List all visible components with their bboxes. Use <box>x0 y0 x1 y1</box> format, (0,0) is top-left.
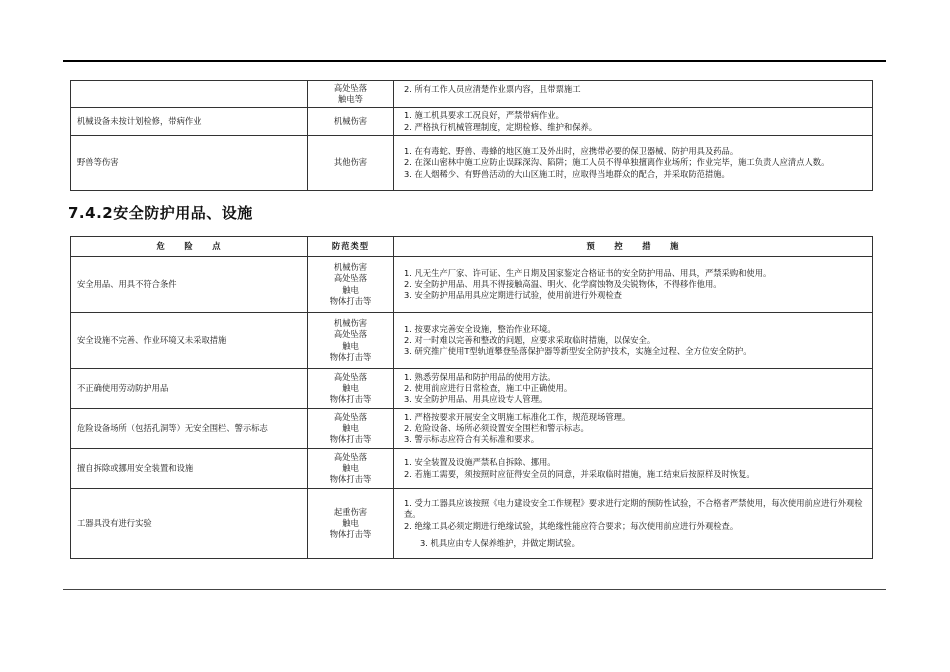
type-item: 触电 <box>342 517 359 528</box>
column-header-hazard: 危 险 点 <box>71 237 308 257</box>
type-item: 机械伤害 <box>333 115 368 126</box>
measure-item: 1. 严格按要求开展安全文明施工标准化工作，规范现场管理。 <box>404 411 631 422</box>
type-item: 物体打击等 <box>329 394 372 405</box>
measure-item: 2. 在深山密林中施工应防止误踩深沟、陷阱；施工人员不得单独擅离作业场所；作业完毕，施工负责人应清点人数。 <box>404 157 830 168</box>
type-item: 触电 <box>342 340 359 351</box>
protective-equipment-table <box>70 236 873 559</box>
hazard-cell: 工器具没有进行实验 <box>71 489 308 559</box>
type-item: 高处坠落 <box>333 411 368 422</box>
measure-cell <box>394 108 873 136</box>
section-title: 7.4.2安全防护用品、设施 <box>68 204 253 222</box>
hazard-table-continued <box>70 80 873 191</box>
type-item: 物体打击等 <box>329 529 372 540</box>
hazard-cell <box>71 81 308 108</box>
measure-cell <box>394 489 873 559</box>
measure-item: 3. 警示标志应符合有关标准和要求。 <box>404 434 540 445</box>
measure-item: 2. 对一时难以完善和整改的问题，应要求采取临时措施，以保安全。 <box>404 334 656 345</box>
table-row <box>71 489 873 559</box>
column-header-type: 防范类型 <box>308 237 394 257</box>
table-row <box>71 409 873 449</box>
measure-item: 1. 安全装置及设施严禁私自拆除、挪用。 <box>404 457 556 468</box>
hazard-cell: 擅自拆除或挪用安全装置和设施 <box>71 449 308 489</box>
measure-item: 1. 在有毒蛇、野兽、毒蜂的地区施工及外出时，应携带必要的保卫器械、防护用具及药品。 <box>404 146 739 157</box>
type-item: 触电 <box>342 382 359 393</box>
measure-cell <box>394 136 873 191</box>
measure-item: 2. 所有工作人员应清楚作业票内容，且带票施工 <box>404 84 581 94</box>
hazard-cell: 安全设施不完善、作业环境又未采取措施 <box>71 313 308 369</box>
measure-item: 3. 机具应由专人保养维护，并做定期试验。 <box>420 537 580 548</box>
measure-item: 2. 使用前应进行日常检查，施工中正确使用。 <box>404 382 573 393</box>
type-cell <box>308 449 394 489</box>
type-item: 触电 <box>342 422 359 433</box>
measure-item: 1. 受力工器具应该按照《电力建设安全工作规程》要求进行定期的预防性试验，不合格者严禁使用，每次使用前应进行外观检查。 <box>404 498 863 520</box>
hazard-cell: 危险设备场所（包括孔洞等）无安全围栏、警示标志 <box>71 409 308 449</box>
type-cell <box>308 108 394 136</box>
measure-cell <box>394 257 873 313</box>
type-item: 高处坠落 <box>333 329 368 340</box>
hazard-cell: 不正确使用劳动防护用品 <box>71 369 308 409</box>
type-item: 起重伤害 <box>333 506 368 517</box>
measure-item: 1. 按要求完善安全设施，整治作业环境。 <box>404 323 556 334</box>
type-cell <box>308 257 394 313</box>
header-rule <box>63 60 886 62</box>
measure-cell <box>394 313 873 369</box>
table-header-row <box>71 237 873 257</box>
measure-item: 1. 施工机具要求工况良好，严禁带病作业。 <box>404 110 564 121</box>
type-item: 机械伤害 <box>333 318 368 329</box>
type-item: 物体打击等 <box>329 474 372 485</box>
measure-item: 3. 研究推广使用T型轨道攀登坠落保护器等新型安全防护技术，实施全过程、全方位安全防护。 <box>404 346 752 357</box>
type-cell <box>308 313 394 369</box>
measure-item: 3. 安全防护用品用具应定期进行试验，使用前进行外观检查 <box>404 290 622 301</box>
type-item: 物体打击等 <box>329 295 372 306</box>
table-row <box>71 81 873 108</box>
type-item: 触电 <box>342 462 359 473</box>
type-item: 物体打击等 <box>329 351 372 362</box>
table-row <box>71 369 873 409</box>
type-item: 机械伤害 <box>333 262 368 273</box>
type-cell <box>308 81 394 108</box>
type-item: 高处坠落 <box>333 273 368 284</box>
measure-item: 2. 安全防护用品、用具不得接触高温、明火、化学腐蚀物及尖锐物体，不得移作他用。 <box>404 278 722 289</box>
measure-cell <box>394 81 873 108</box>
type-item: 高处坠落 <box>333 82 368 93</box>
type-item: 触电 <box>342 284 359 295</box>
table-row <box>71 449 873 489</box>
measure-item: 2. 危险设备、场所必须设置安全围栏和警示标志。 <box>404 422 589 433</box>
measure-cell <box>394 449 873 489</box>
hazard-cell: 机械设备未按计划检修，带病作业 <box>71 108 308 136</box>
measure-cell <box>394 369 873 409</box>
measure-item: 3. 在人烟稀少、有野兽活动的大山区施工时，应取得当地群众的配合，并采取防范措施。 <box>404 168 730 179</box>
hazard-cell: 野兽等伤害 <box>71 136 308 191</box>
type-cell <box>308 136 394 191</box>
table-row <box>71 313 873 369</box>
footer-rule <box>63 589 886 590</box>
measure-item: 2. 绝缘工具必须定期进行绝缘试验，其绝缘性能应符合要求；每次使用前应进行外观检查。 <box>404 520 739 531</box>
table-row <box>71 136 873 191</box>
type-item: 触电等 <box>338 94 363 104</box>
type-cell <box>308 369 394 409</box>
type-item: 高处坠落 <box>333 371 368 382</box>
type-item: 其他伤害 <box>333 157 368 168</box>
measure-cell <box>394 409 873 449</box>
type-cell <box>308 489 394 559</box>
table-row <box>71 108 873 136</box>
column-header-measures: 预 控 措 施 <box>394 237 873 257</box>
measure-item: 2. 严格执行机械管理制度，定期检修、维护和保养。 <box>404 121 598 132</box>
type-cell <box>308 409 394 449</box>
hazard-cell: 安全用品、用具不符合条件 <box>71 257 308 313</box>
type-item: 物体打击等 <box>329 434 372 445</box>
measure-item: 3. 安全防护用品、用具应设专人管理。 <box>404 394 548 405</box>
measure-item: 1. 熟悉劳保用品和防护用品的使用方法。 <box>404 371 556 382</box>
type-item: 高处坠落 <box>333 451 368 462</box>
measure-item: 1. 凡无生产厂家、许可证、生产日期及国家鉴定合格证书的安全防护用品、用具，严禁采购和使用。 <box>404 267 772 278</box>
measure-item: 2. 若施工需要，须按照时应征得安全员的同意，并采取临时措施，施工结束后按原样及时恢复。 <box>404 468 755 479</box>
table-row <box>71 257 873 313</box>
